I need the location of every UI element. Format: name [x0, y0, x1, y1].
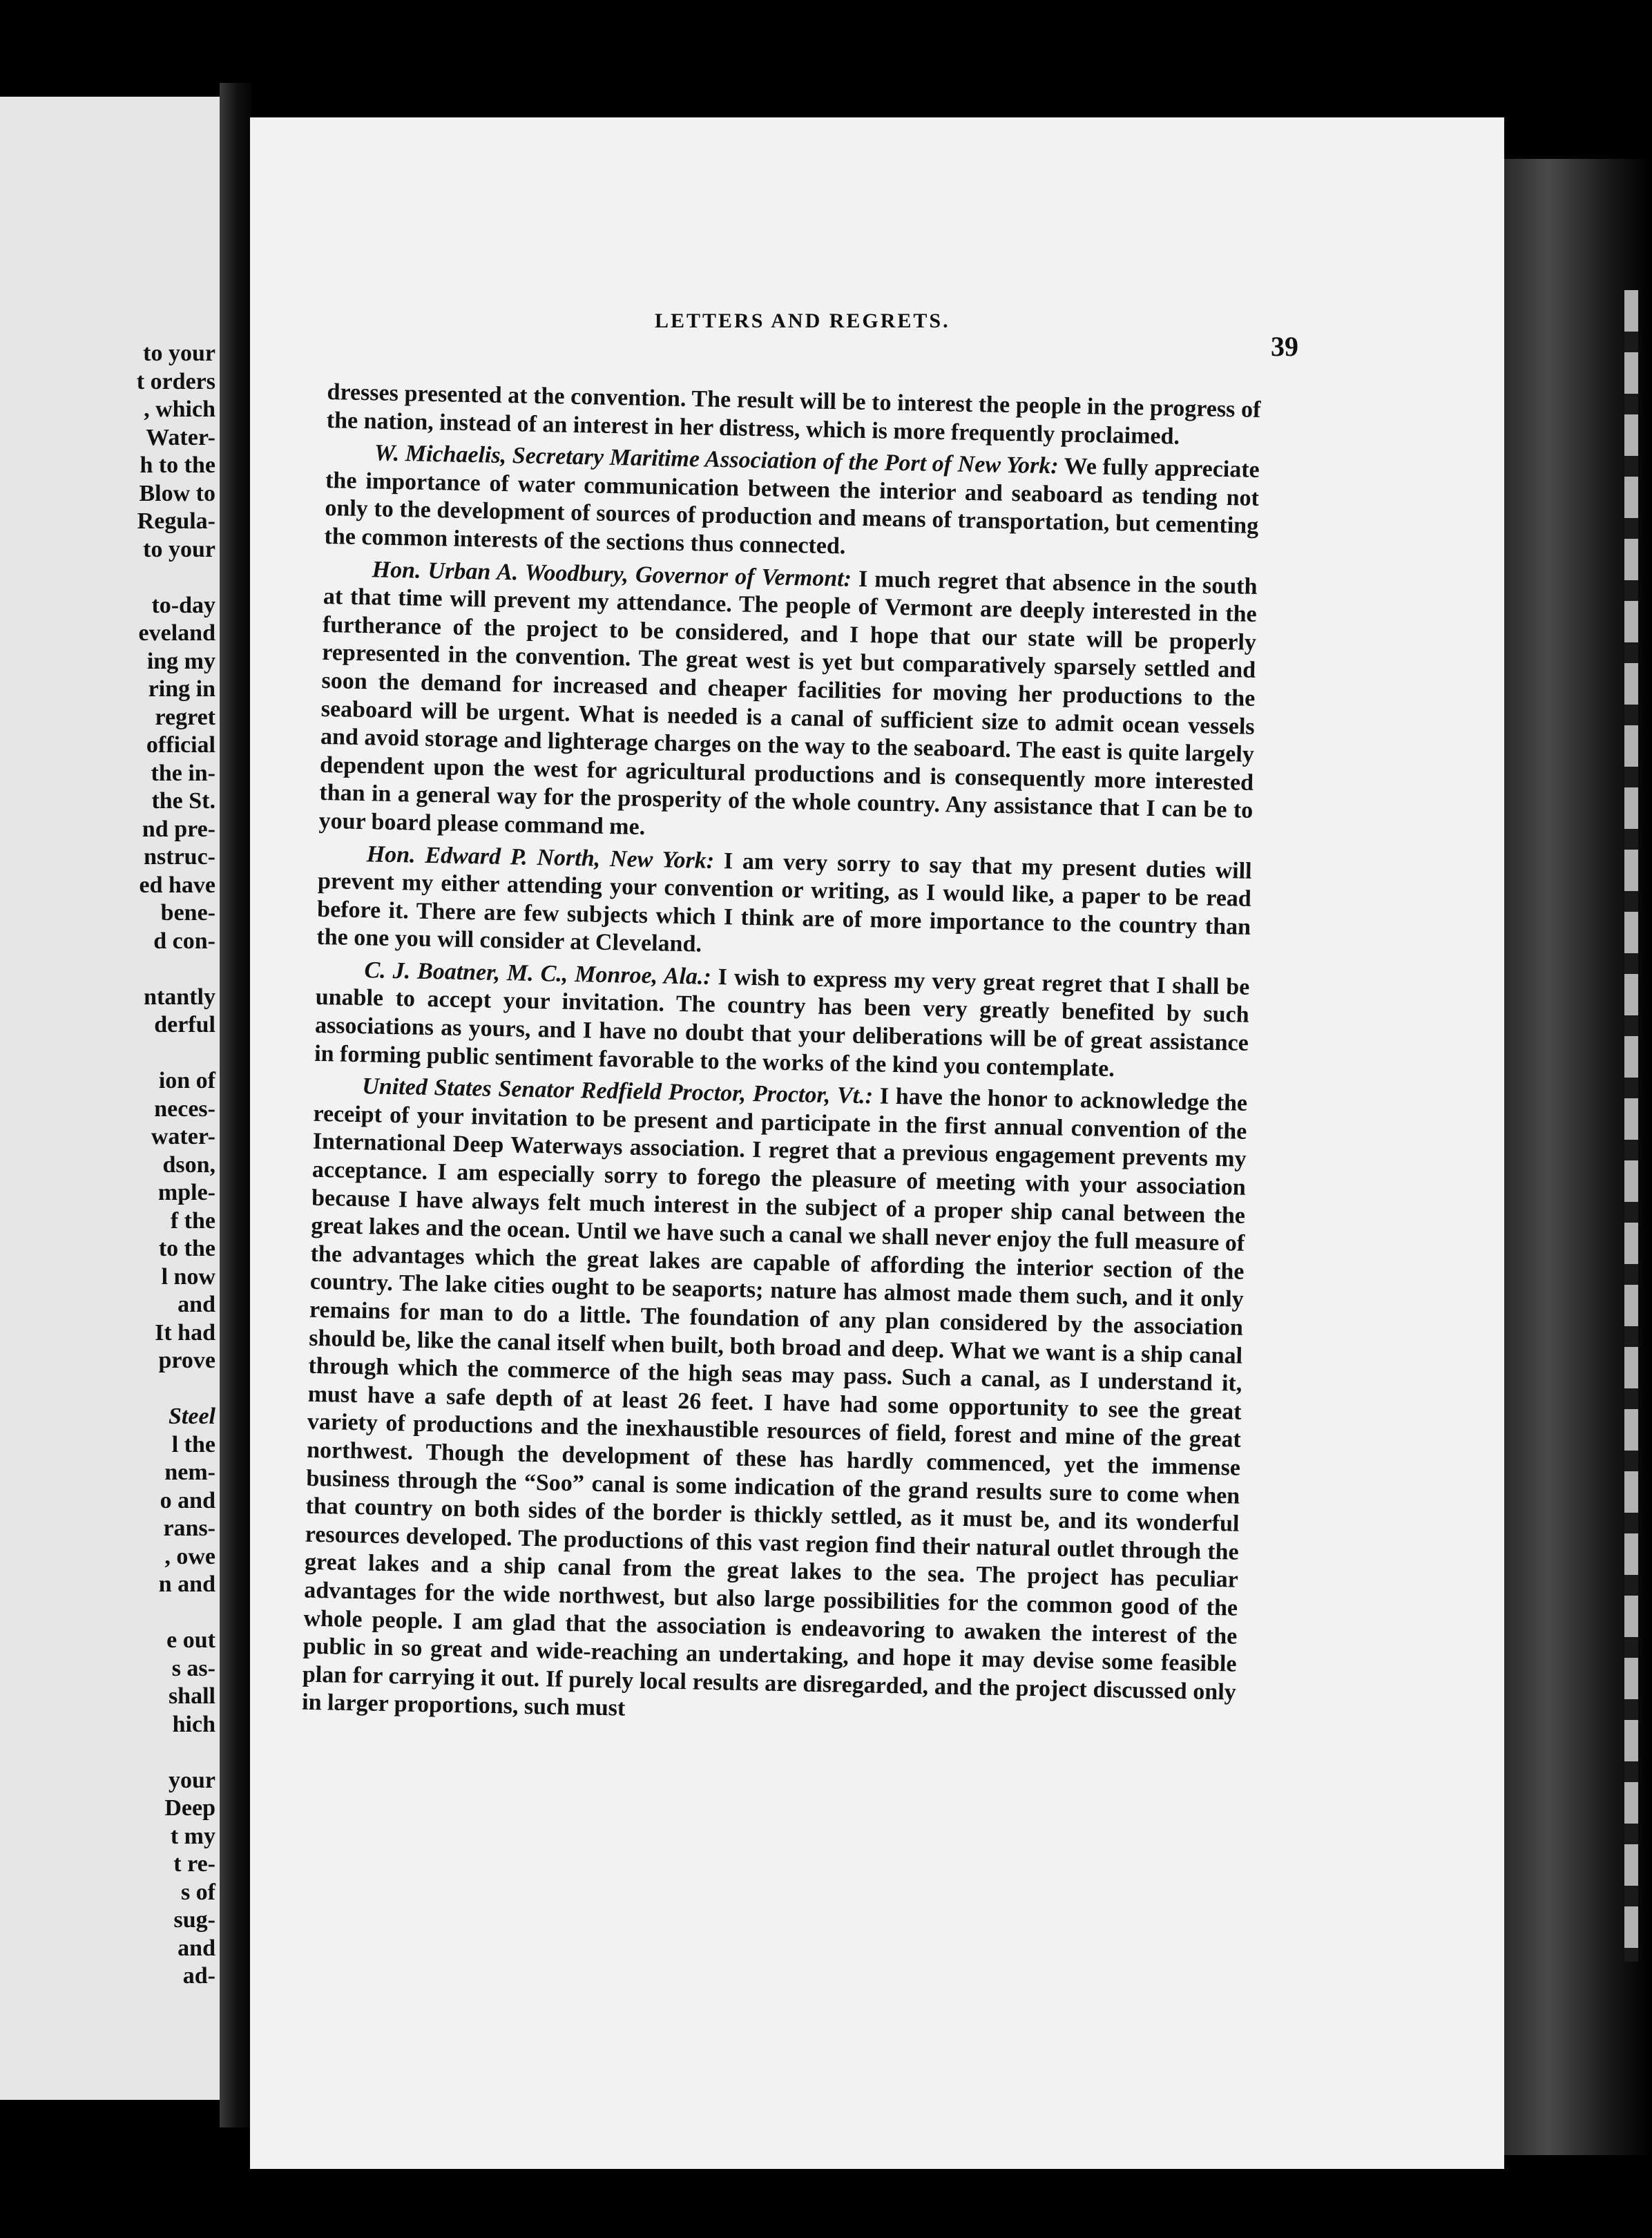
- left-page-line-fragment: It had: [155, 1319, 215, 1346]
- left-page-line-fragment: to the: [158, 1236, 215, 1261]
- left-page-line-fragment: dson,: [162, 1151, 215, 1178]
- left-page-line-fragment: neces-: [154, 1096, 215, 1122]
- left-page-line-fragment: nem-: [164, 1460, 215, 1485]
- left-page-line-fragment: s as-: [171, 1655, 215, 1681]
- left-page-line-fragment: t re-: [173, 1851, 215, 1877]
- left-page-line-fragment: [1, 1599, 215, 1627]
- left-page-line-fragment: [1, 564, 215, 592]
- left-page-line-fragment: ion of: [158, 1068, 215, 1093]
- left-page-line-fragment: bene-: [160, 900, 215, 926]
- letter-text: We fully appreciate the importance of water communication between the interior and seaboard as tending not only to the development of sources of production and means of transportation, but cementing the common interests of the sections thus connected.: [324, 453, 1260, 560]
- left-page-line-fragment: [1, 1739, 215, 1767]
- letter-signatory: United States Senator Redfield Proctor, Proctor, Vt.:: [361, 1073, 874, 1109]
- left-page-line-fragment: Deep: [164, 1795, 215, 1821]
- left-page-line-fragment: nstruc-: [144, 844, 215, 870]
- left-page-line-fragment: derful: [154, 1012, 215, 1037]
- letter-text: I am very sorry to say that my present duties will prevent my either attending your convention or writing, as I would like, a paper to be read before it. There are few subjects which I think are of more importance to the country than the one you will consider at Cleveland.: [316, 848, 1252, 957]
- left-page-line-fragment: Water-: [146, 424, 215, 450]
- left-page-line-fragment: f the: [170, 1207, 215, 1234]
- letter-signatory: Hon. Edward P. North, New York:: [366, 841, 715, 874]
- letter-text: I much regret that absence in the south at that time will prevent my attendance. The people of Vermont are deeply interested in the furtherance of the project to be considered, and I hope that our state will be properly represented in the convention. The great west is yet but comparatively sparsely settled and soon the demand for increased and cheaper facilities for moving her productions to the seaboard will be urgent. What is needed is a canal of sufficient size to admit ocean vessels and avoid storage and lighterage charges on the way to the seaboard. The east is quite largely dependent upon the west for agricultural productions and is consequently more interested than in a general way for the prosperity of the whole country. Any assistance that I can be to your board please command me.: [318, 566, 1258, 840]
- left-page-line-fragment: , which: [144, 396, 215, 422]
- opening-paragraph: dresses presented at the convention. The result will be to interest the people in the progress of the nation, instead of an interest in her distress, which is more frequently proclaimed.: [326, 379, 1261, 450]
- page-number: 39: [1271, 331, 1298, 362]
- left-page-line-fragment: , owe: [164, 1543, 215, 1569]
- left-page-line-fragment: to-day: [151, 592, 215, 618]
- left-page-line-fragment: [1, 1040, 215, 1068]
- left-page-line-fragment: to your: [143, 341, 215, 366]
- left-page-line-fragment: [1, 955, 215, 984]
- left-page-line-fragment: and: [177, 1292, 215, 1317]
- letter-text: I have the honor to acknowledge the receipt of your invitation to be present and participate in the first annual convention of the International Deep Waterways association. I regret that a previous engagement prevents my acceptance. I am especially sorry to forego the pleasure of meeting with your association because I have always felt much interest in the subject of a proper ship canal between the great lakes and the ocean. Until we have such a canal we shall never enjoy the full measure of the advantages which the great lakes are capable of affording the interior section of the country. The lake cities ought to be seaports; nature has almost made them such, and it only remains for man to do a little. The foundation of any plan considered by the association should be, like the canal itself when built, both broad and deep. What we want is a ship canal through which the commerce of the high seas may pass. Such a canal, as I understand it, must have a safe depth of at least 26 feet. I have had some opportunity to see the great variety of productions and the inexhaustible resources of field, forest and mine of the great northwest. Though the development of these has hardly commenced, yet the immense business through the “Soo” canal is some indication of the grand results sure to come when that country on both sides of the border is thickly settled, as it must be, and its wonderful resources developed. The productions of this vast region find their natural outlet through the great lakes and a ship canal from the great lakes to the sea. The project has peculiar advantages for the wide northwest, but also large possibilities for the common good of the whole people. I am glad that the association is endeavoring to awaken the interest of the public in so great and wide-reaching an undertaking, and hope it may devise some feasible plan for carrying it out. If purely local results are disregarded, and the project discussed only in larger proportions, such must: [301, 1083, 1248, 1721]
- book-page: [250, 117, 1504, 2169]
- letter-text: I wish to express my very great regret that I shall be unable to accept your invitation. The country has been very greatly benefited by such associations as yours, and I have no doubt that your deliberations will be of great assistance in forming public sentiment favorable to the works of the kind you contemplate.: [314, 964, 1250, 1082]
- left-page-line-fragment: official: [146, 732, 215, 758]
- left-page-line-fragment: sug-: [173, 1907, 215, 1933]
- letter-paragraph: [314, 956, 1250, 1086]
- left-page-line-fragment: o and: [160, 1487, 215, 1513]
- left-page-line-fragment: prove: [158, 1348, 215, 1373]
- left-page-line-fragment: hich: [172, 1711, 215, 1737]
- left-page-line-fragment: s of: [180, 1879, 215, 1905]
- binding-gutter: [220, 83, 251, 2127]
- left-page-line-fragment: to your: [143, 536, 215, 562]
- left-page-line-fragment: the in-: [151, 760, 215, 786]
- letter-paragraph: [302, 1072, 1248, 1734]
- left-page-line-fragment: ing my: [146, 648, 215, 674]
- left-page-line-fragment: your: [169, 1767, 215, 1793]
- running-head: LETTERS AND REGRETS.: [655, 309, 950, 332]
- left-page-line-fragment: ad-: [182, 1963, 215, 1989]
- left-page-line-fragment: Blow to: [139, 480, 215, 506]
- left-page-line-fragment: n and: [158, 1571, 215, 1597]
- left-page-line-fragment: h to the: [140, 452, 215, 478]
- left-page-line-fragment: Steel: [169, 1404, 215, 1429]
- left-page-line-fragment: shall: [168, 1683, 215, 1709]
- left-page-line-fragment: rans-: [163, 1515, 215, 1541]
- left-page-line-fragment: eveland: [138, 620, 215, 646]
- letter-signatory: C. J. Boatner, M. C., Monroe, Ala.:: [364, 957, 712, 990]
- letter-paragraph: [318, 555, 1258, 854]
- page-edge-highlight: [1624, 290, 1638, 1962]
- left-page-line-fragment: l the: [171, 1431, 215, 1457]
- left-page-fragment: [0, 97, 220, 2100]
- left-page-line-fragment: water-: [151, 1124, 215, 1149]
- left-page-line-fragment: regret: [155, 704, 215, 730]
- left-page-line-fragment: and: [177, 1935, 215, 1961]
- left-page-line-fragment: Regula-: [137, 508, 215, 534]
- left-page-line-fragment: l now: [161, 1263, 215, 1290]
- left-page-line-fragment: t my: [170, 1823, 215, 1849]
- left-page-line-fragment: mple-: [157, 1180, 215, 1205]
- left-page-line-fragment: the St.: [151, 788, 215, 814]
- left-page-line-fragment: [1, 1375, 215, 1404]
- left-page-line-fragment: ed have: [139, 872, 215, 898]
- letter-signatory: W. Michaelis, Secretary Maritime Association of the Port of New York:: [374, 440, 1059, 479]
- left-page-line-fragment: ring in: [148, 676, 215, 702]
- left-page-line-fragment: nd pre-: [142, 816, 215, 842]
- left-page-line-fragment: t orders: [136, 368, 215, 394]
- left-page-line-fragment: d con-: [153, 928, 215, 954]
- left-page-line-fragment: e out: [166, 1627, 215, 1653]
- left-page-line-fragment: ntantly: [144, 984, 215, 1010]
- left-page-line-fragments: [1, 340, 215, 1991]
- letter-signatory: Hon. Urban A. Woodbury, Governor of Vermont:: [372, 556, 852, 592]
- letter-paragraph: [324, 439, 1260, 568]
- page-body: [302, 379, 1261, 1735]
- letter-paragraph: [316, 839, 1252, 969]
